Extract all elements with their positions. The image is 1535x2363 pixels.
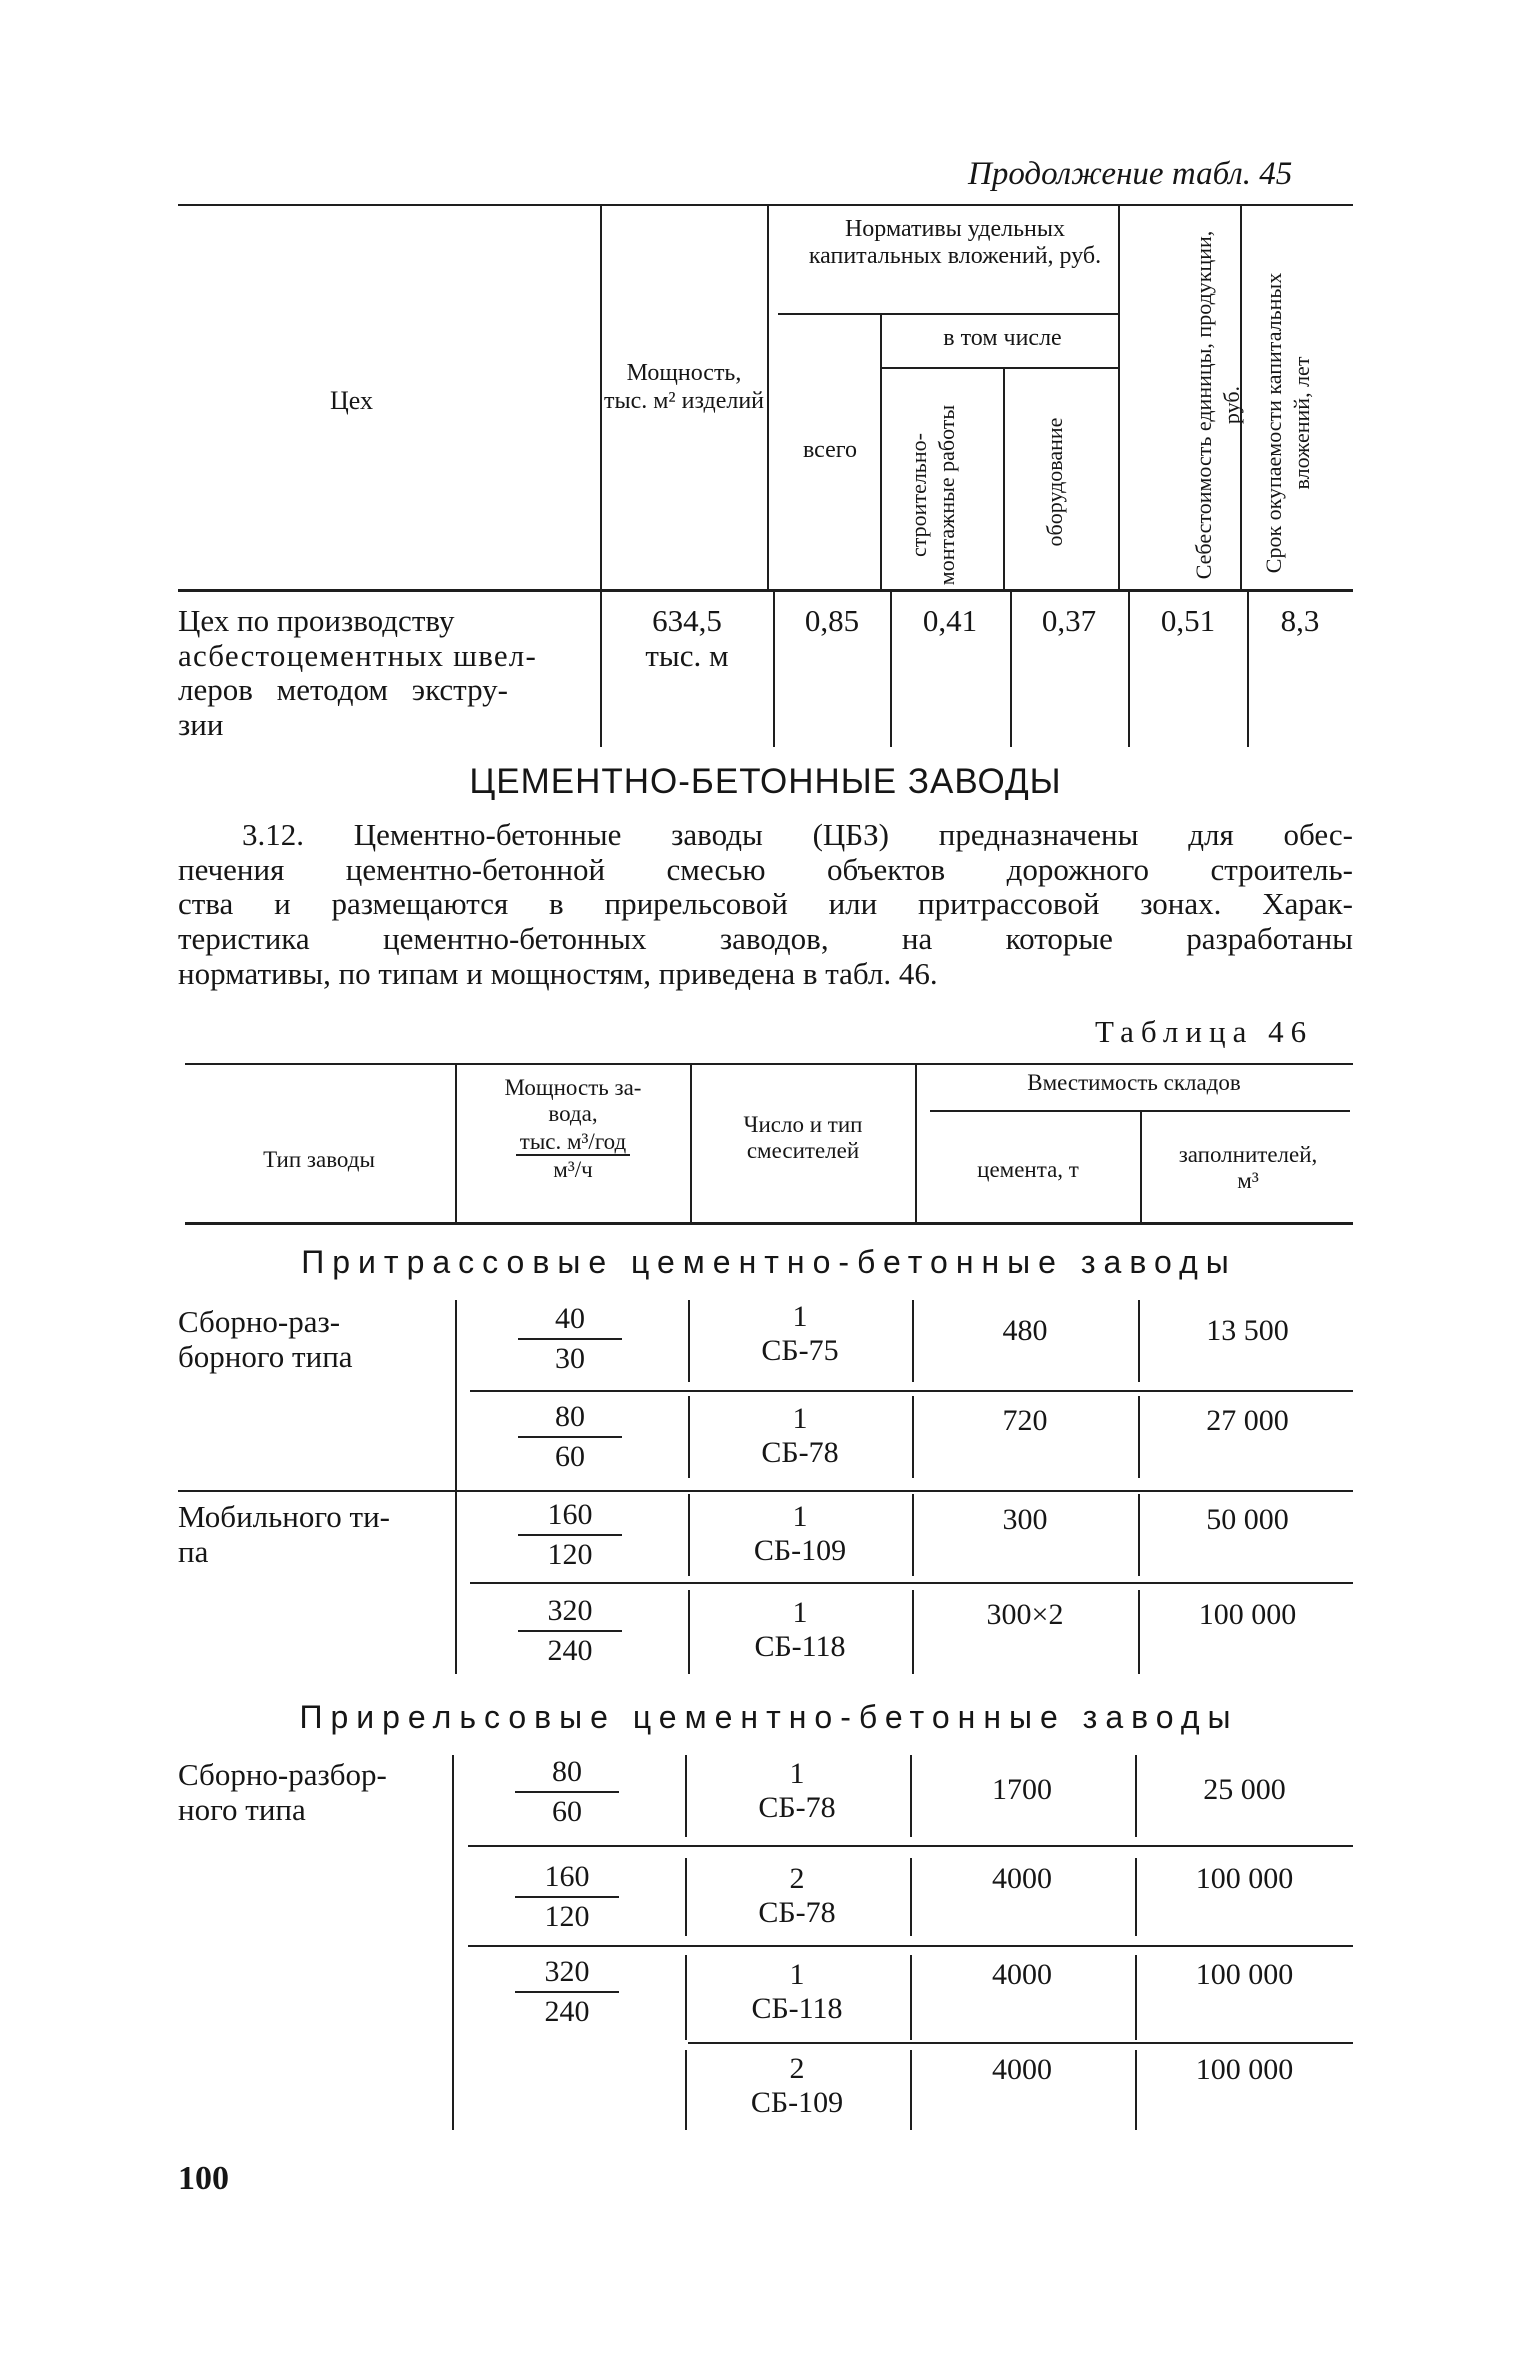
capacity-fraction [518, 1496, 622, 1574]
mixer-count: 1 [792, 1300, 808, 1333]
column-header-mixers [693, 1112, 913, 1164]
mixer-cell [700, 1402, 900, 1469]
mixer-count: 2 [789, 1862, 805, 1895]
capacity-header-line: тыс. м³/год [516, 1129, 630, 1157]
plant-type-line: па [178, 1533, 209, 1569]
mixer-type: СБ-78 [758, 1790, 836, 1824]
capacity-per-hour: 240 [547, 1634, 593, 1667]
mixer-type: СБ-75 [761, 1333, 839, 1367]
cement-capacity: 4000 [992, 1958, 1052, 1991]
capacity-per-year: 80 [515, 1753, 619, 1793]
plant-type-line: Мобильного ти- [178, 1499, 391, 1534]
column-header-total: всего [802, 437, 858, 463]
column-header-payback: Срок окупаемости капитальных вложений, лет [1261, 272, 1314, 574]
column-header-cement: цемента, т [977, 1157, 1079, 1182]
table-46-top-rule [185, 1063, 1353, 1065]
table-46-header-rule [185, 1222, 1353, 1225]
aggregates-capacity: 100 000 [1195, 2053, 1294, 2086]
aggregates-capacity: 50 000 [1206, 1503, 1289, 1536]
table-45-row-construction: 0,41 [922, 603, 978, 638]
cement-capacity: 4000 [992, 2053, 1052, 2086]
plant-type-line: ного типа [178, 1791, 306, 1827]
table-45-row-shop [178, 604, 598, 743]
capacity-per-hour: 120 [547, 1538, 593, 1571]
cement-capacity: 4000 [992, 1862, 1052, 1895]
page-number: 100 [178, 2160, 229, 2197]
table-46-vline [688, 1300, 690, 1382]
mixer-count: 2 [789, 2052, 805, 2085]
table-46-vline [915, 1065, 917, 1222]
mixer-cell [697, 2052, 897, 2119]
mixer-count: 1 [789, 1958, 805, 1991]
table-45-vline [1247, 592, 1249, 747]
paragraph-line: ства и размещаются в прирельсовой или притрассовой зонах. Харак- [178, 886, 1353, 922]
table-46-vline [690, 1065, 692, 1222]
table-46-vline [1140, 1112, 1142, 1222]
column-header-norms: Нормативы удельных капитальных вложений, руб. [808, 216, 1102, 269]
table-45-top-rule [178, 204, 1353, 206]
row-rule [470, 1390, 1353, 1392]
table-45-vline [880, 315, 882, 589]
capacity-fraction [515, 1753, 619, 1831]
capacity-header-line: Мощность за- [504, 1075, 642, 1100]
table-45-vline [1128, 592, 1130, 747]
paragraph-line: 3.12. Цементно-бетонные заводы (ЦБЗ) предназначены для обес- [242, 817, 1353, 852]
shop-line: Цех по производству [178, 603, 455, 638]
mixer-type: СБ-109 [753, 1533, 847, 1567]
mixer-type: СБ-118 [754, 1629, 846, 1663]
paragraph-line: теристика цементно-бетонных заводов, на которые разработаны [178, 921, 1353, 957]
cement-capacity: 300×2 [986, 1598, 1064, 1631]
group-title: Притрассовые цементно-бетонные заводы [301, 1244, 1237, 1280]
capacity-fraction [515, 1953, 619, 2031]
mixer-cell [700, 1300, 900, 1367]
capacity-fraction [518, 1300, 622, 1378]
capacity-per-hour: 60 [555, 1440, 585, 1473]
table-46-vline [455, 1065, 457, 1222]
table-46-vline [912, 1300, 914, 1382]
table-46-vline [912, 1590, 914, 1674]
capacity-per-year: 80 [518, 1398, 622, 1438]
plant-type [178, 1305, 353, 1374]
column-header-including: в том числе [943, 325, 1062, 351]
table-46-vline [455, 1300, 457, 1490]
capacity-per-year: 320 [515, 1953, 619, 1993]
capacity-line: 634,5 [652, 603, 722, 638]
plant-type [178, 1500, 390, 1569]
mixer-cell [700, 1596, 900, 1663]
cement-capacity: 1700 [992, 1773, 1052, 1806]
mixer-count: 1 [789, 1757, 805, 1790]
capacity-per-hour: 60 [552, 1795, 582, 1828]
table-45-vline [600, 592, 602, 747]
mixer-count: 1 [792, 1596, 808, 1629]
row-rule [688, 2042, 1353, 2044]
capacity-fraction [518, 1592, 622, 1670]
column-header-cost: Себестоимость единицы, продукции, руб. [1191, 230, 1244, 580]
capacity-per-hour: 120 [544, 1900, 590, 1933]
table-46-vline [688, 1590, 690, 1674]
table-46-label: Таблица 46 [1095, 1014, 1314, 1049]
mixer-count: 1 [792, 1500, 808, 1533]
subgroup-rule [178, 1490, 1353, 1492]
capacity-header-line: вода, [548, 1100, 598, 1126]
table-45-vline [773, 592, 775, 747]
table-46-vline [912, 1494, 914, 1576]
cement-capacity: 720 [1002, 1404, 1048, 1437]
table-46-vline [455, 1492, 457, 1674]
aggregates-header-line: заполнителей, [1178, 1142, 1318, 1167]
column-header-storage: Вместимость складов [1027, 1070, 1241, 1095]
mixers-header-line: Число и тип [743, 1112, 863, 1137]
table-continuation-label: Продолжение табл. 45 [968, 156, 1293, 192]
group-title: Прирельсовые цементно-бетонные заводы [299, 1699, 1239, 1735]
row-rule [468, 1945, 1353, 1947]
mixer-cell [697, 1958, 897, 2025]
table-45-row-total: 0,85 [804, 603, 860, 638]
table-46-vline [452, 1755, 454, 2130]
table-45-vline [1003, 369, 1005, 589]
capacity-line: тыс. м [645, 637, 729, 673]
mixer-type: СБ-78 [761, 1435, 839, 1469]
column-header-aggregates [1143, 1142, 1353, 1194]
column-header-plant-capacity [458, 1075, 688, 1182]
aggregates-capacity: 100 000 [1195, 1958, 1294, 1991]
table-46-vline [685, 1858, 687, 1936]
aggregates-capacity: 100 000 [1198, 1598, 1297, 1631]
mixers-header-line: смесителей [746, 1137, 860, 1163]
shop-line: асбестоцементных швел- [178, 637, 537, 673]
cement-capacity: 300 [1002, 1503, 1048, 1536]
mixer-cell [700, 1500, 900, 1567]
table-46-vline [688, 1494, 690, 1576]
table-45-vline [600, 206, 602, 589]
table-45-row-payback: 8,3 [1280, 603, 1320, 638]
capacity-fraction [515, 1858, 619, 1936]
column-header-capacity: Мощность, тыс. м² изделий [603, 360, 765, 414]
paragraph [178, 818, 1353, 992]
capacity-fraction [518, 1398, 622, 1476]
aggregates-capacity: 13 500 [1206, 1314, 1289, 1347]
paragraph-line: печения цементно-бетонной смесью объектов дорожного строитель- [178, 851, 1353, 887]
plant-type [178, 1758, 387, 1827]
plant-type-line: борного типа [178, 1338, 353, 1374]
column-header-construction: строительно-монтажные работы [906, 404, 959, 586]
capacity-per-year: 40 [518, 1300, 622, 1340]
shop-line: зии [178, 707, 224, 743]
mixer-type: СБ-78 [758, 1895, 836, 1929]
mixer-cell [697, 1862, 897, 1929]
table-45-vline [890, 592, 892, 747]
plant-type-line: Сборно-раз- [178, 1304, 341, 1339]
table-46-vline [912, 1396, 914, 1478]
table-45-row-equipment: 0,37 [1041, 603, 1097, 638]
column-header-equipment: оборудование [1042, 417, 1067, 547]
cement-capacity: 480 [1002, 1314, 1048, 1347]
aggregates-capacity: 100 000 [1195, 1862, 1294, 1895]
table-45-norms-rule [778, 313, 1118, 315]
table-46-vline [685, 1955, 687, 2040]
capacity-per-year: 160 [518, 1496, 622, 1536]
aggregates-header-line: м³ [1237, 1167, 1259, 1193]
capacity-per-year: 160 [515, 1858, 619, 1898]
table-45-header-rule [178, 589, 1353, 592]
capacity-per-hour: 240 [544, 1995, 590, 2028]
mixer-type: СБ-118 [751, 1991, 843, 2025]
shop-line: леров методом экстру- [178, 672, 508, 708]
row-rule [468, 1845, 1353, 1847]
paragraph-line: нормативы, по типам и мощностям, приведена в табл. 46. [178, 955, 938, 991]
aggregates-capacity: 25 000 [1203, 1773, 1286, 1806]
capacity-header-line: м³/ч [553, 1156, 593, 1182]
section-heading: ЦЕМЕНТНО-БЕТОННЫЕ ЗАВОДЫ [469, 762, 1062, 801]
table-45-vline [767, 206, 769, 589]
capacity-per-year: 320 [518, 1592, 622, 1632]
table-45-row-cost: 0,51 [1160, 603, 1216, 638]
table-46-vline [685, 1755, 687, 1837]
table-45-including-rule [880, 367, 1118, 369]
mixer-count: 1 [792, 1402, 808, 1435]
table-45-row-capacity [612, 604, 762, 673]
mixer-type: СБ-109 [750, 2085, 844, 2119]
column-header-shop: Цех [330, 386, 373, 415]
table-46-vline [685, 2050, 687, 2130]
table-45-vline [1010, 592, 1012, 747]
aggregates-capacity: 27 000 [1206, 1404, 1289, 1437]
column-header-type: Тип заводы [263, 1147, 375, 1172]
table-46-vline [688, 1396, 690, 1478]
plant-type-line: Сборно-разбор- [178, 1757, 387, 1792]
mixer-cell [697, 1757, 897, 1824]
row-rule [470, 1582, 1353, 1584]
capacity-per-hour: 30 [555, 1342, 585, 1375]
